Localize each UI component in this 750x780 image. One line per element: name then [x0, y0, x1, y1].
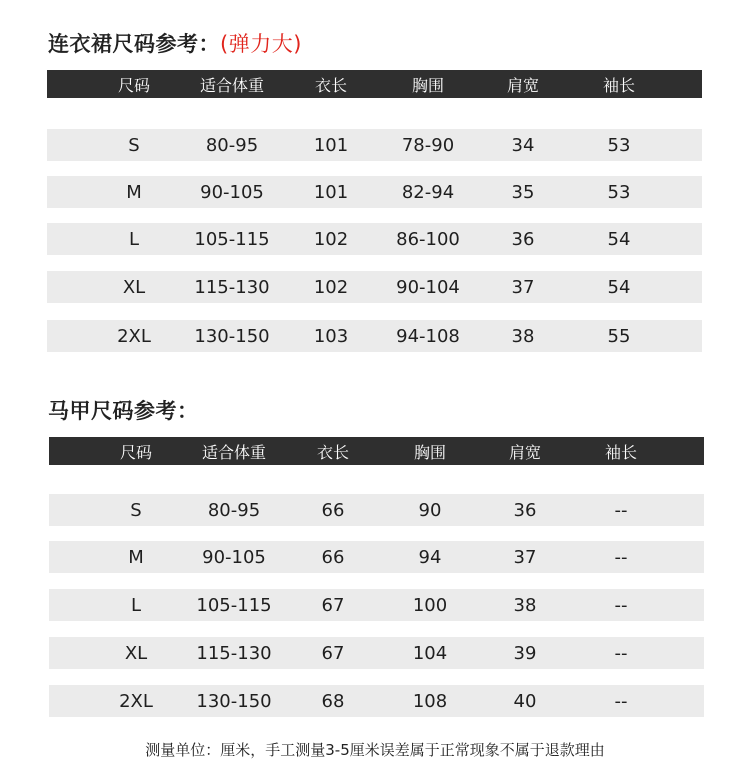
cell-size: S [128, 134, 140, 156]
cell-size: L [128, 228, 140, 250]
header-size: 尺码 [119, 442, 153, 462]
cell-length: 66 [321, 546, 345, 568]
cell-weight: 130-150 [196, 690, 272, 712]
cell-length: 101 [313, 181, 349, 203]
vest-size-title [48, 395, 199, 425]
cell-bust: 94-108 [396, 325, 460, 347]
cell-sleeve: -- [614, 594, 628, 616]
cell-size: 2XL [119, 690, 153, 712]
header-length: 衣长 [314, 75, 348, 95]
cell-shoulder: 37 [513, 546, 537, 568]
cell-bust: 90 [418, 499, 442, 521]
cell-sleeve: 54 [607, 228, 631, 250]
cell-size: S [130, 499, 142, 521]
header-bust: 胸围 [411, 75, 445, 95]
cell-weight: 90-105 [200, 181, 264, 203]
cell-bust: 90-104 [396, 276, 460, 298]
cell-weight: 80-95 [205, 134, 259, 156]
cell-weight: 80-95 [207, 499, 261, 521]
cell-sleeve: -- [614, 546, 628, 568]
table-row [49, 637, 704, 669]
cell-weight: 115-130 [194, 276, 270, 298]
table-row [47, 320, 702, 352]
header-sleeve: 袖长 [602, 75, 636, 95]
cell-shoulder: 40 [513, 690, 537, 712]
cell-shoulder: 38 [513, 594, 537, 616]
cell-length: 67 [321, 594, 345, 616]
dress-table-header [47, 70, 702, 98]
cell-shoulder: 36 [513, 499, 537, 521]
cell-length: 66 [321, 499, 345, 521]
cell-size: L [130, 594, 142, 616]
cell-size: 2XL [117, 325, 151, 347]
dress-size-title [48, 28, 302, 58]
cell-bust: 104 [412, 642, 448, 664]
cell-sleeve: -- [614, 642, 628, 664]
cell-sleeve: -- [614, 499, 628, 521]
cell-weight: 90-105 [202, 546, 266, 568]
cell-weight: 130-150 [194, 325, 270, 347]
table-row [49, 589, 704, 621]
cell-length: 67 [321, 642, 345, 664]
cell-sleeve: 54 [607, 276, 631, 298]
cell-sleeve: 53 [607, 134, 631, 156]
table-row [49, 685, 704, 717]
cell-shoulder: 39 [513, 642, 537, 664]
header-shoulder: 肩宽 [506, 75, 540, 95]
cell-weight: 105-115 [196, 594, 272, 616]
table-row [47, 176, 702, 208]
header-weight: 适合体重 [199, 75, 265, 95]
cell-size: XL [122, 276, 146, 298]
cell-shoulder: 35 [511, 181, 535, 203]
cell-shoulder: 38 [511, 325, 535, 347]
cell-sleeve: -- [614, 690, 628, 712]
table-row [49, 494, 704, 526]
cell-bust: 100 [412, 594, 448, 616]
header-shoulder: 肩宽 [508, 442, 542, 462]
cell-length: 68 [321, 690, 345, 712]
table-row [47, 129, 702, 161]
cell-bust: 108 [412, 690, 448, 712]
cell-shoulder: 37 [511, 276, 535, 298]
cell-size: M [126, 181, 142, 203]
measurement-footnote: 测量单位：厘米，手工测量3-5厘米误差属于正常现象不属于退款理由 [145, 741, 605, 759]
cell-bust: 86-100 [396, 228, 460, 250]
dress-title-text: 连衣裙尺码参考： [48, 32, 220, 56]
table-row [47, 223, 702, 255]
cell-length: 103 [313, 325, 349, 347]
header-bust: 胸围 [413, 442, 447, 462]
cell-length: 101 [313, 134, 349, 156]
cell-weight: 115-130 [196, 642, 272, 664]
cell-weight: 105-115 [194, 228, 270, 250]
header-size: 尺码 [117, 75, 151, 95]
cell-length: 102 [313, 276, 349, 298]
cell-size: XL [124, 642, 148, 664]
cell-sleeve: 53 [607, 181, 631, 203]
cell-bust: 94 [418, 546, 442, 568]
cell-size: M [128, 546, 144, 568]
cell-shoulder: 34 [511, 134, 535, 156]
cell-bust: 82-94 [401, 181, 455, 203]
table-row [49, 541, 704, 573]
header-weight: 适合体重 [201, 442, 267, 462]
vest-title-text: 马甲尺码参考： [48, 399, 199, 423]
vest-table-header [49, 437, 704, 465]
cell-length: 102 [313, 228, 349, 250]
cell-sleeve: 55 [607, 325, 631, 347]
cell-bust: 78-90 [401, 134, 455, 156]
table-row [47, 271, 702, 303]
cell-shoulder: 36 [511, 228, 535, 250]
dress-title-note: (弹力大) [220, 32, 302, 56]
header-sleeve: 袖长 [604, 442, 638, 462]
header-length: 衣长 [316, 442, 350, 462]
